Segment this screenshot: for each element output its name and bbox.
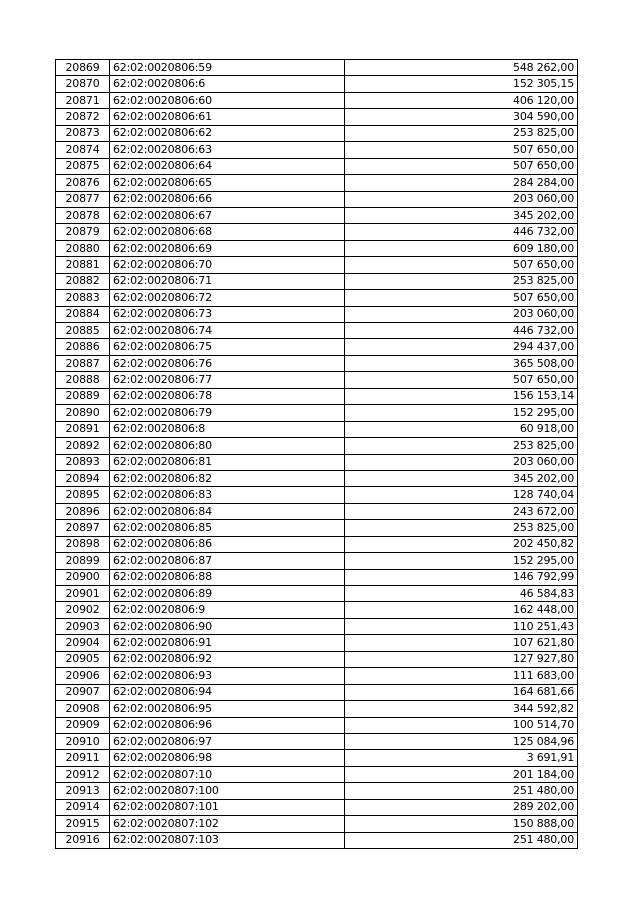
table-row	[56, 635, 578, 651]
cadastral-number-cell: 62:02:0020806:83	[110, 487, 345, 503]
value-cell: 507 650,00	[345, 290, 578, 306]
value-cell: 548 262,00	[345, 60, 578, 76]
table-row	[56, 470, 578, 486]
value-cell: 60 918,00	[345, 421, 578, 437]
value-cell: 128 740,04	[345, 487, 578, 503]
row-number-cell: 20874	[56, 142, 110, 158]
cadastral-number-cell: 62:02:0020806:75	[110, 339, 345, 355]
cadastral-number-cell: 62:02:0020806:68	[110, 224, 345, 240]
table-row	[56, 783, 578, 799]
row-number-cell: 20880	[56, 240, 110, 256]
cadastral-number-cell: 62:02:0020806:64	[110, 158, 345, 174]
cadastral-number-cell: 62:02:0020806:91	[110, 635, 345, 651]
row-number-cell: 20906	[56, 668, 110, 684]
value-cell: 284 284,00	[345, 175, 578, 191]
cadastral-number-cell: 62:02:0020806:78	[110, 388, 345, 404]
table-row	[56, 569, 578, 585]
value-cell: 156 153,14	[345, 388, 578, 404]
cadastral-number-cell: 62:02:0020806:79	[110, 405, 345, 421]
data-table	[55, 59, 578, 849]
table-row	[56, 405, 578, 421]
row-number-cell: 20895	[56, 487, 110, 503]
cadastral-number-cell: 62:02:0020806:76	[110, 355, 345, 371]
value-cell: 251 480,00	[345, 783, 578, 799]
table-row	[56, 175, 578, 191]
table-row	[56, 750, 578, 766]
value-cell: 100 514,70	[345, 717, 578, 733]
cadastral-number-cell: 62:02:0020806:61	[110, 109, 345, 125]
table-row	[56, 586, 578, 602]
table-row	[56, 76, 578, 92]
row-number-cell: 20871	[56, 92, 110, 108]
row-number-cell: 20884	[56, 306, 110, 322]
cadastral-number-cell: 62:02:0020806:72	[110, 290, 345, 306]
value-cell: 446 732,00	[345, 224, 578, 240]
table-row	[56, 602, 578, 618]
value-cell: 251 480,00	[345, 832, 578, 848]
cadastral-number-cell: 62:02:0020806:96	[110, 717, 345, 733]
row-number-cell: 20876	[56, 175, 110, 191]
table-row	[56, 684, 578, 700]
table-row	[56, 733, 578, 749]
value-cell: 345 202,00	[345, 207, 578, 223]
cadastral-number-cell: 62:02:0020806:84	[110, 503, 345, 519]
table-row	[56, 158, 578, 174]
value-cell: 253 825,00	[345, 520, 578, 536]
row-number-cell: 20870	[56, 76, 110, 92]
cadastral-number-cell: 62:02:0020806:95	[110, 701, 345, 717]
row-number-cell: 20907	[56, 684, 110, 700]
cadastral-number-cell: 62:02:0020806:62	[110, 125, 345, 141]
row-number-cell: 20912	[56, 766, 110, 782]
cadastral-number-cell: 62:02:0020806:74	[110, 323, 345, 339]
value-cell: 110 251,43	[345, 618, 578, 634]
value-cell: 253 825,00	[345, 273, 578, 289]
value-cell: 609 180,00	[345, 240, 578, 256]
cadastral-number-cell: 62:02:0020806:87	[110, 553, 345, 569]
row-number-cell: 20900	[56, 569, 110, 585]
row-number-cell: 20890	[56, 405, 110, 421]
cadastral-number-cell: 62:02:0020806:73	[110, 306, 345, 322]
table-row	[56, 224, 578, 240]
table-row	[56, 207, 578, 223]
row-number-cell: 20894	[56, 470, 110, 486]
cadastral-number-cell: 62:02:0020806:69	[110, 240, 345, 256]
row-number-cell: 20910	[56, 733, 110, 749]
cadastral-number-cell: 62:02:0020806:90	[110, 618, 345, 634]
table-row	[56, 618, 578, 634]
table-row	[56, 142, 578, 158]
row-number-cell: 20908	[56, 701, 110, 717]
value-cell: 446 732,00	[345, 323, 578, 339]
row-number-cell: 20914	[56, 799, 110, 815]
table-row	[56, 487, 578, 503]
table-row	[56, 323, 578, 339]
cadastral-number-cell: 62:02:0020807:102	[110, 816, 345, 832]
row-number-cell: 20887	[56, 355, 110, 371]
cadastral-number-cell: 62:02:0020806:85	[110, 520, 345, 536]
table-row	[56, 553, 578, 569]
row-number-cell: 20891	[56, 421, 110, 437]
table-row	[56, 799, 578, 815]
value-cell: 344 592,82	[345, 701, 578, 717]
value-cell: 253 825,00	[345, 438, 578, 454]
table-row	[56, 520, 578, 536]
cadastral-number-cell: 62:02:0020807:100	[110, 783, 345, 799]
table-row	[56, 125, 578, 141]
value-cell: 365 508,00	[345, 355, 578, 371]
row-number-cell: 20904	[56, 635, 110, 651]
row-number-cell: 20896	[56, 503, 110, 519]
value-cell: 146 792,99	[345, 569, 578, 585]
table-row	[56, 832, 578, 848]
table-row	[56, 257, 578, 273]
table-row	[56, 60, 578, 76]
value-cell: 150 888,00	[345, 816, 578, 832]
value-cell: 125 084,96	[345, 733, 578, 749]
row-number-cell: 20911	[56, 750, 110, 766]
cadastral-number-cell: 62:02:0020806:81	[110, 454, 345, 470]
table-row	[56, 536, 578, 552]
row-number-cell: 20915	[56, 816, 110, 832]
value-cell: 111 683,00	[345, 668, 578, 684]
cadastral-number-cell: 62:02:0020806:71	[110, 273, 345, 289]
value-cell: 201 184,00	[345, 766, 578, 782]
cadastral-number-cell: 62:02:0020806:98	[110, 750, 345, 766]
value-cell: 202 450,82	[345, 536, 578, 552]
table-row	[56, 372, 578, 388]
table-row	[56, 355, 578, 371]
table-row	[56, 273, 578, 289]
table-row	[56, 438, 578, 454]
row-number-cell: 20877	[56, 191, 110, 207]
table-row	[56, 240, 578, 256]
cadastral-number-cell: 62:02:0020806:67	[110, 207, 345, 223]
row-number-cell: 20881	[56, 257, 110, 273]
cadastral-number-cell: 62:02:0020806:63	[110, 142, 345, 158]
value-cell: 152 295,00	[345, 553, 578, 569]
value-cell: 46 584,83	[345, 586, 578, 602]
cadastral-number-cell: 62:02:0020806:77	[110, 372, 345, 388]
value-cell: 507 650,00	[345, 158, 578, 174]
table-body	[56, 60, 578, 849]
table-row	[56, 701, 578, 717]
row-number-cell: 20902	[56, 602, 110, 618]
table-row	[56, 816, 578, 832]
table-row	[56, 668, 578, 684]
table-row	[56, 717, 578, 733]
value-cell: 289 202,00	[345, 799, 578, 815]
cadastral-number-cell: 62:02:0020806:94	[110, 684, 345, 700]
cadastral-number-cell: 62:02:0020806:65	[110, 175, 345, 191]
cadastral-number-cell: 62:02:0020806:93	[110, 668, 345, 684]
row-number-cell: 20909	[56, 717, 110, 733]
table-row	[56, 339, 578, 355]
row-number-cell: 20882	[56, 273, 110, 289]
value-cell: 507 650,00	[345, 257, 578, 273]
row-number-cell: 20872	[56, 109, 110, 125]
value-cell: 243 672,00	[345, 503, 578, 519]
cadastral-number-cell: 62:02:0020806:60	[110, 92, 345, 108]
value-cell: 253 825,00	[345, 125, 578, 141]
table-row	[56, 454, 578, 470]
value-cell: 152 295,00	[345, 405, 578, 421]
value-cell: 304 590,00	[345, 109, 578, 125]
cadastral-number-cell: 62:02:0020806:59	[110, 60, 345, 76]
value-cell: 127 927,80	[345, 651, 578, 667]
cadastral-number-cell: 62:02:0020806:6	[110, 76, 345, 92]
row-number-cell: 20875	[56, 158, 110, 174]
cadastral-number-cell: 62:02:0020806:80	[110, 438, 345, 454]
row-number-cell: 20885	[56, 323, 110, 339]
row-number-cell: 20869	[56, 60, 110, 76]
row-number-cell: 20888	[56, 372, 110, 388]
cadastral-number-cell: 62:02:0020806:88	[110, 569, 345, 585]
cadastral-number-cell: 62:02:0020806:86	[110, 536, 345, 552]
cadastral-number-cell: 62:02:0020806:9	[110, 602, 345, 618]
cadastral-number-cell: 62:02:0020806:97	[110, 733, 345, 749]
cadastral-number-cell: 62:02:0020806:66	[110, 191, 345, 207]
row-number-cell: 20883	[56, 290, 110, 306]
cadastral-number-cell: 62:02:0020806:92	[110, 651, 345, 667]
table-row	[56, 92, 578, 108]
row-number-cell: 20898	[56, 536, 110, 552]
cadastral-number-cell: 62:02:0020806:89	[110, 586, 345, 602]
table-row	[56, 109, 578, 125]
value-cell: 203 060,00	[345, 454, 578, 470]
table-row	[56, 766, 578, 782]
table-row	[56, 191, 578, 207]
value-cell: 3 691,91	[345, 750, 578, 766]
value-cell: 203 060,00	[345, 306, 578, 322]
cadastral-number-cell: 62:02:0020807:103	[110, 832, 345, 848]
value-cell: 203 060,00	[345, 191, 578, 207]
row-number-cell: 20886	[56, 339, 110, 355]
value-cell: 162 448,00	[345, 602, 578, 618]
row-number-cell: 20873	[56, 125, 110, 141]
table-row	[56, 388, 578, 404]
table-row	[56, 503, 578, 519]
row-number-cell: 20913	[56, 783, 110, 799]
row-number-cell: 20897	[56, 520, 110, 536]
row-number-cell: 20903	[56, 618, 110, 634]
row-number-cell: 20905	[56, 651, 110, 667]
row-number-cell: 20878	[56, 207, 110, 223]
value-cell: 164 681,66	[345, 684, 578, 700]
table-row	[56, 290, 578, 306]
cadastral-number-cell: 62:02:0020807:101	[110, 799, 345, 815]
cadastral-number-cell: 62:02:0020806:8	[110, 421, 345, 437]
cadastral-number-cell: 62:02:0020806:70	[110, 257, 345, 273]
row-number-cell: 20893	[56, 454, 110, 470]
table-row	[56, 651, 578, 667]
value-cell: 152 305,15	[345, 76, 578, 92]
value-cell: 107 621,80	[345, 635, 578, 651]
value-cell: 507 650,00	[345, 372, 578, 388]
row-number-cell: 20899	[56, 553, 110, 569]
value-cell: 406 120,00	[345, 92, 578, 108]
table-row	[56, 306, 578, 322]
table-row	[56, 421, 578, 437]
value-cell: 345 202,00	[345, 470, 578, 486]
cadastral-number-cell: 62:02:0020807:10	[110, 766, 345, 782]
row-number-cell: 20916	[56, 832, 110, 848]
row-number-cell: 20892	[56, 438, 110, 454]
value-cell: 294 437,00	[345, 339, 578, 355]
cadastral-number-cell: 62:02:0020806:82	[110, 470, 345, 486]
value-cell: 507 650,00	[345, 142, 578, 158]
row-number-cell: 20901	[56, 586, 110, 602]
row-number-cell: 20889	[56, 388, 110, 404]
row-number-cell: 20879	[56, 224, 110, 240]
